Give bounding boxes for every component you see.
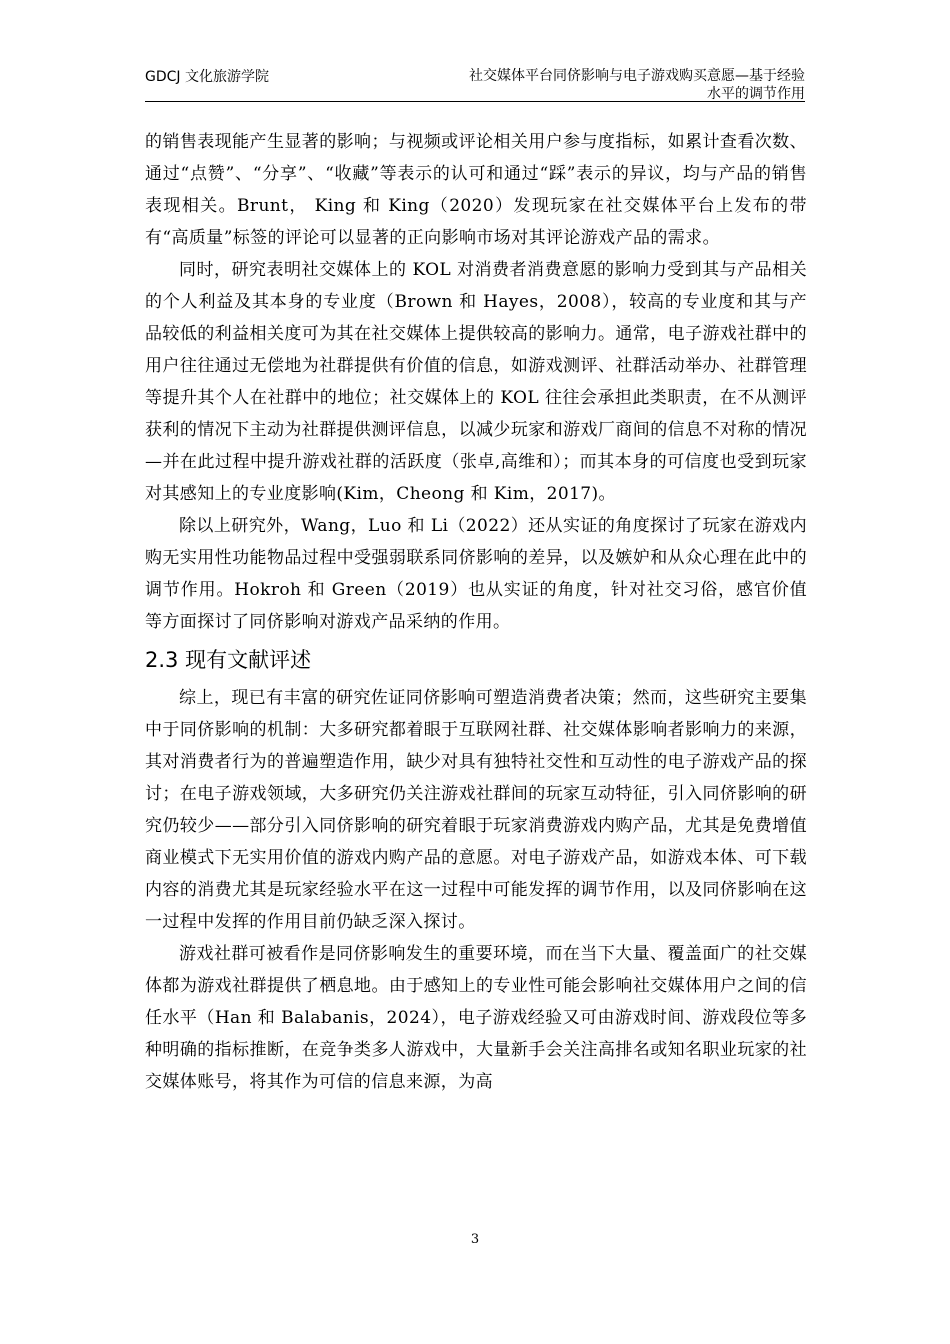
- page-number: 3: [470, 1232, 480, 1247]
- paragraph-empirical-studies: 除以上研究外，Wang，Luo 和 Li（2022）还从实证的角度探讨了玩家在游戏内购无实用性功能物品过程中受强弱联系同侪影响的差异，以及嫉妒和从众心理在此中的调节作用。Hokroh 和 Green（2019）也从实证的角度，针对社交习俗，感官价值等方面探讨了同侪影响对游戏产品采纳的作用。: [145, 516, 807, 632]
- paragraph-literature-summary: 综上，现已有丰富的研究佐证同侪影响可塑造消费者决策；然而，这些研究主要集中于同侪影响的机制：大多研究都着眼于互联网社群、社交媒体影响者影响力的来源，其对消费者行为的普遍塑造作用，缺少对具有独特社交性和互动性的电子游戏产品的探讨；在电子游戏领域，大多研究仍关注游戏社群间的玩家互动特征，引入同侪影响的研究仍较少——部分引入同侪影响的研究着眼于玩家消费游戏内购产品，尤其是免费增值商业模式下无实用价值的游戏内购产品的意愿。对电子游戏产品，如游戏本体、可下载内容的消费尤其是玩家经验水平在这一过程中可能发挥的调节作用，以及同侪影响在这一过程中发挥的作用目前仍缺乏深入探讨。: [145, 688, 807, 932]
- header-divider: [145, 101, 805, 102]
- header-institution: GDCJ 文化旅游学院: [145, 69, 269, 85]
- section-heading: 2.3 现有文献评述: [145, 648, 312, 672]
- paragraph-game-community: 游戏社群可被看作是同侪影响发生的重要环境，而在当下大量、覆盖面广的社交媒体都为游戏社群提供了栖息地。由于感知上的专业性可能会影响社交媒体用户之间的信任水平（Han 和 Balabanis，2024），电子游戏经验又可由游戏时间、游戏段位等多种明确的指标推断，在竞争类多人游戏中，大量新手会关注高排名或知名职业玩家的社交媒体账号，将其作为可信的信息来源，为高: [145, 944, 807, 1092]
- header-paper-title: 社交媒体平台同侪影响与电子游戏购买意愿—基于经验水平的调节作用: [469, 68, 805, 102]
- paragraph-kol-influence: 同时，研究表明社交媒体上的 KOL 对消费者消费意愿的影响力受到其与产品相关的个人利益及其本身的专业度（Brown 和 Hayes，2008），较高的专业度和其与产品较低的利益相关度可为其在社交媒体上提供较高的影响力。通常，电子游戏社群中的用户往往通过无偿地为社群提供有价值的信息，如游戏测评、社群活动举办、社群管理等提升其个人在社群中的地位；社交媒体上的 KOL 往往会承担此类职责，在不从测评获利的情况下主动为社群提供测评信息，以减少玩家和游戏厂商间的信息不对称的情况—并在此过程中提升游戏社群的活跃度（张卓,高维和）；而其本身的可信度也受到玩家对其感知上的专业度影响(Kim，Cheong 和 Kim，2017)。: [145, 260, 807, 504]
- paragraph-continued: 的销售表现能产生显著的影响；与视频或评论相关用户参与度指标，如累计查看次数、通过“点赞”、“分享”、“收藏”等表示的认可和通过“踩”表示的异议，均与产品的销售表现相关。Brunt， King 和 King（2020）发现玩家在社交媒体平台上发布的带有“高质量”标签的评论可以显著的正向影响市场对其评论游戏产品的需求。: [145, 132, 807, 248]
- body-text: [145, 126, 807, 1098]
